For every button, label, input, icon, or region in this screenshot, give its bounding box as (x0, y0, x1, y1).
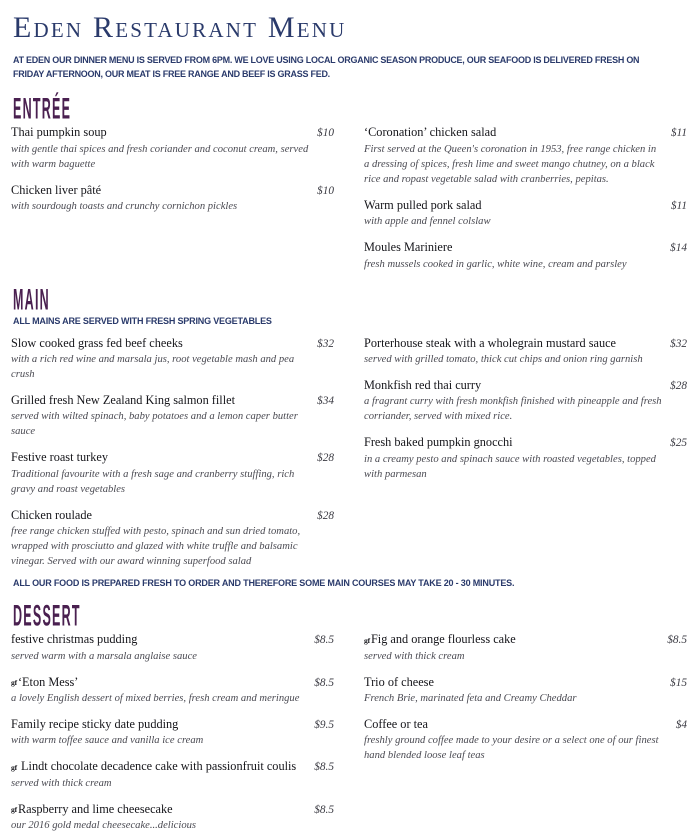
menu-item-price: $8.5 (314, 676, 334, 689)
menu-item (364, 632, 687, 663)
section-main (11, 283, 687, 589)
dessert-column-right (364, 632, 687, 763)
menu-item-price: $8.5 (314, 803, 334, 816)
menu-item-header (11, 508, 334, 523)
menu-item (364, 435, 687, 481)
menu-item (11, 336, 334, 382)
gluten-free-icon: gf (11, 762, 17, 772)
menu-item (11, 450, 334, 496)
menu-item-name-text: Chicken liver pâté (11, 182, 102, 197)
menu-item-name (11, 393, 235, 408)
menu-item (11, 183, 334, 214)
menu-item-price: $4 (675, 719, 687, 732)
menu-item-name (364, 435, 513, 450)
menu-item-name (11, 508, 92, 523)
menu-item-price: $14 (670, 242, 687, 255)
gluten-free-icon: gf (364, 635, 370, 645)
menu-item-name (364, 125, 496, 140)
menu-item-header (11, 393, 334, 408)
menu-item-price: $8.5 (314, 761, 334, 774)
menu-item-price: $8.5 (667, 634, 687, 647)
menu-item-description: served with thick cream (11, 777, 112, 789)
menu-item-price: $28 (317, 452, 334, 465)
menu-item-name-text: Grilled fresh New Zealand King salmon fillet (11, 392, 236, 407)
entree-column-left (11, 125, 334, 214)
menu-item-name-text: Porterhouse steak with a wholegrain mustard sauce (364, 335, 617, 350)
menu-item-description: freshly ground coffee made to your desire or a select one of our finest hand blended loose leaf teas (364, 735, 659, 762)
menu-item-name-text: festive christmas pudding (11, 632, 138, 647)
menu-item-header (11, 450, 334, 465)
menu-item-name-text: Raspberry and lime cheesecake (17, 801, 173, 816)
menu-item-header (11, 717, 334, 732)
menu-item-description: fresh mussels cooked in garlic, white wine, cream and parsley (364, 258, 627, 270)
menu-item-name (364, 632, 516, 647)
menu-item-description: in a creamy pesto and spinach sauce with roasted vegetables, topped with parmesan (364, 453, 656, 480)
menu-item-name (364, 675, 434, 690)
menu-item-price: $28 (670, 379, 687, 392)
menu-item-name (364, 378, 481, 393)
menu-item-header (11, 183, 334, 198)
menu-item-price: $28 (317, 509, 334, 522)
menu-item (11, 393, 334, 439)
menu-item-price: $25 (670, 437, 687, 450)
menu-item-price: $34 (317, 394, 334, 407)
menu-item-price: $32 (670, 337, 687, 350)
menu-item-price: $15 (670, 676, 687, 689)
main-columns (11, 336, 687, 570)
menu-item-name-text: Moules Mariniere (364, 240, 453, 255)
menu-item-name (11, 183, 101, 198)
mains-notice-bottom: ALL OUR FOOD IS PREPARED FRESH TO ORDER AND THEREFORE SOME MAIN COURSES MAY TAKE 20 - 30 MINUTES. (13, 578, 515, 589)
menu-item-name (364, 336, 616, 351)
menu-item-header (11, 336, 334, 351)
menu-item-header (11, 675, 334, 690)
menu-item-name-text: Festive roast turkey (11, 450, 108, 465)
menu-item-name-text: Family recipe sticky date pudding (11, 717, 179, 732)
dessert-columns (11, 632, 687, 833)
menu-item-description: a lovely English dessert of mixed berries, fresh cream and meringue (11, 693, 300, 705)
menu-item (364, 378, 687, 424)
entree-columns (11, 125, 687, 271)
menu-item-description: with a rich red wine and marsala jus, root vegetable mash and pea crush (11, 353, 295, 380)
menu-item-description: served with wilted spinach, baby potatoes and a lemon caper butter sauce (11, 411, 298, 438)
menu-item-description: First served at the Queen's coronation in 1953, free range chicken in a dressing of spices, fresh lime and sweet mango chutney, on a black rice and ropast vegetable salad with cranberries, pepitas. (364, 143, 657, 185)
menu-item (364, 125, 687, 186)
menu-item (364, 240, 687, 271)
section-heading-entree: ENTRÉE (13, 92, 72, 126)
menu-item-description: served with grilled tomato, thick cut chips and onion ring garnish (364, 353, 643, 365)
menu-item-header (364, 435, 687, 450)
menu-item-description: with gentle thai spices and fresh coriander and coconut cream, served with warm baguette (11, 143, 309, 170)
menu-item-name (11, 336, 183, 351)
menu-item-description: French Brie, marinated feta and Creamy Cheddar (364, 693, 577, 705)
menu-item-description: our 2016 gold medal cheesecake...delicious (11, 820, 197, 832)
menu-item-header (364, 632, 687, 647)
menu-item-name-text: Lindt chocolate decadence cake with passionfruit coulis (17, 759, 297, 774)
menu-item-name (364, 198, 482, 213)
menu-item-header (364, 125, 687, 140)
menu-item-name-text: Fresh baked pumpkin gnocchi (364, 435, 513, 450)
menu-item-description: with apple and fennel colslaw (364, 216, 491, 228)
menu-item-name-text: Monkfish red thai curry (364, 377, 482, 392)
menu-item-header (364, 198, 687, 213)
menu-item-name (11, 802, 173, 817)
menu-item-description: with sourdough toasts and crunchy cornichon pickles (11, 201, 238, 213)
menu-item-name-text: Thai pumpkin soup (11, 125, 107, 140)
menu-item (11, 802, 334, 833)
gluten-free-icon: gf (11, 805, 17, 815)
menu-item-name-text: Chicken roulade (11, 507, 92, 522)
menu-item-name (11, 759, 296, 774)
menu-item-header (11, 802, 334, 817)
entree-column-right (364, 125, 687, 271)
menu-item-name-text: Warm pulled pork salad (364, 197, 482, 212)
menu-item-price: $10 (317, 127, 334, 140)
menu-item-name (364, 717, 428, 732)
menu-item-name (11, 450, 108, 465)
menu-item-description: a fragrant curry with fresh monkfish finished with pineapple and fresh corriander, served with mixed rice. (364, 396, 662, 423)
section-heading-dessert: DESSERT (13, 599, 81, 633)
section-dessert (11, 599, 687, 833)
menu-item-name (11, 675, 78, 690)
page-title: Eden Restaurant Menu (13, 11, 347, 44)
menu-item-header (364, 240, 687, 255)
menu-item-description: served with thick cream (364, 650, 465, 662)
menu-item (364, 717, 687, 763)
intro-paragraph: AT EDEN OUR DINNER MENU IS SERVED FROM 6PM. WE LOVE USING LOCAL ORGANIC SEASON PRODUCE, OUR SEAFOOD IS DELIVERED FRESH ON FRIDAY AFTERNOON, OUR MEAT IS FREE RANGE AND BEEF IS GRASS FED. (13, 54, 640, 79)
menu-item-price: $11 (670, 127, 687, 140)
menu-item-price: $8.5 (314, 634, 334, 647)
menu-item (364, 198, 687, 229)
main-column-right (364, 336, 687, 482)
menu-item-name-text: ‘Coronation’ chicken salad (364, 125, 497, 140)
main-column-left (11, 336, 334, 570)
menu-item-description: free range chicken stuffed with pesto, spinach and sun dried tomato, wrapped with prosciutto and glazed with white truffle and balsamic vinegar. Served with our award winning superfood salad (11, 526, 301, 568)
menu-item (11, 508, 334, 569)
menu-item-header (364, 336, 687, 351)
menu-item-name-text: Coffee or tea (364, 717, 428, 732)
menu-item-price: $32 (317, 337, 334, 350)
menu-item (11, 675, 334, 706)
menu-item-name (11, 717, 178, 732)
gluten-free-icon: gf (11, 678, 17, 688)
menu-item-price: $11 (670, 199, 687, 212)
menu-item-name-text: Slow cooked grass fed beef cheeks (11, 335, 183, 350)
menu-item (11, 717, 334, 748)
menu-item-description: Traditional favourite with a fresh sage and cranberry stuffing, rich gravy and roast vegetables (11, 468, 295, 495)
menu-item-price: $9.5 (314, 719, 334, 732)
section-entree (11, 92, 687, 271)
menu-item (11, 125, 334, 171)
menu-item-header (11, 759, 334, 774)
dessert-column-left (11, 632, 334, 833)
menu-item-name (364, 240, 452, 255)
menu-item-header (364, 378, 687, 393)
menu-item-name-text: Trio of cheese (364, 674, 434, 689)
menu-item (364, 675, 687, 706)
mains-notice-top: ALL MAINS ARE SERVED WITH FRESH SPRING VEGETABLES (13, 315, 272, 326)
menu-item-description: served warm with a marsala anglaise sauce (11, 650, 197, 662)
menu-item-header (364, 675, 687, 690)
menu-item (11, 759, 334, 790)
menu-item-name-text: Fig and orange flourless cake (370, 632, 516, 647)
section-heading-main: MAIN (13, 283, 50, 317)
menu-item-header (364, 717, 687, 732)
menu-item-name-text: ‘Eton Mess’ (17, 674, 79, 689)
menu-item-description: with warm toffee sauce and vanilla ice cream (11, 735, 204, 747)
menu-item-price: $10 (317, 184, 334, 197)
menu-item (364, 336, 687, 367)
